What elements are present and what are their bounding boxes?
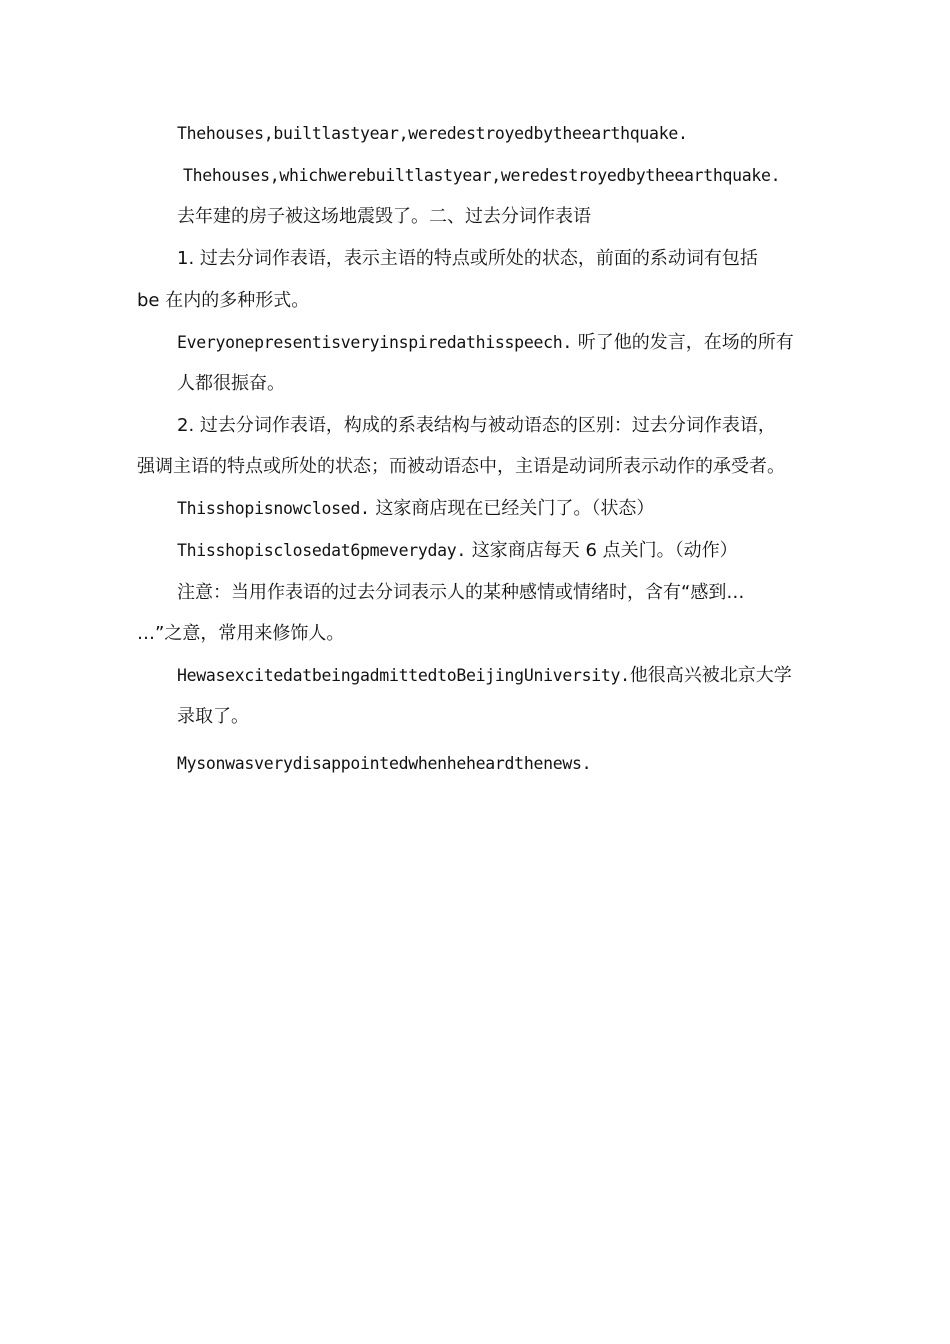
rule-1-text: 1. 过去分词作表语，表示主语的特点或所处的状态，前面的系动词有包括 [177,248,758,269]
example-shop-action-english: Thisshopisclosedat6pmeveryday. [177,541,467,560]
example-sentence-participle: Thehouses,builtlastyear,weredestroyedbytheearthquake. [177,124,688,143]
note-text-continued: …”之意，常用来修饰人。 [137,623,345,644]
example-excited-english: HewasexcitedatbeingadmittedtoBeijingUniversity. [177,666,630,685]
example-disappointed: Mysonwasverydisappointedwhenheheardthenews. [177,754,592,773]
example-excited-chinese: 他很高兴被北京大学 [629,665,792,686]
rule-2-text-continued: 强调主语的特点或所处的状态；而被动语态中，主语是动词所表示动作的承受者。 [137,456,785,477]
example-inspired-chinese: 听了他的发言，在场的所有 [572,332,794,353]
translation-and-section-heading: 去年建的房子被这场地震毁了。二、过去分词作表语 [177,206,591,227]
example-shop-state-chinese: 这家商店现在已经关门了。（状态） [369,498,655,519]
example-inspired [177,334,794,352]
example-excited-translation-continued: 录取了。 [177,706,249,727]
example-shop-action-chinese: 这家商店每天 6 点关门。（动作） [466,540,738,561]
example-shop-state [177,500,654,518]
rule-2-text: 2. 过去分词作表语，构成的系表结构与被动语态的区别：过去分词作表语， [177,415,776,436]
example-inspired-english: Everyonepresentisveryinspiredathisspeech. [177,333,572,352]
note-text: 注意：当用作表语的过去分词表示人的某种感情或情绪时，含有“感到… [177,582,745,603]
example-inspired-translation-continued: 人都很振奋。 [177,373,285,394]
example-shop-state-english: Thisshopisnowclosed. [177,499,370,518]
rule-1-text-continued: be 在内的多种形式。 [137,290,310,311]
example-sentence-relative-clause: Thehouses,whichwerebuiltlastyear,weredestroyedbytheearthquake. [183,166,781,185]
example-shop-action [177,542,738,560]
example-excited [177,667,792,685]
